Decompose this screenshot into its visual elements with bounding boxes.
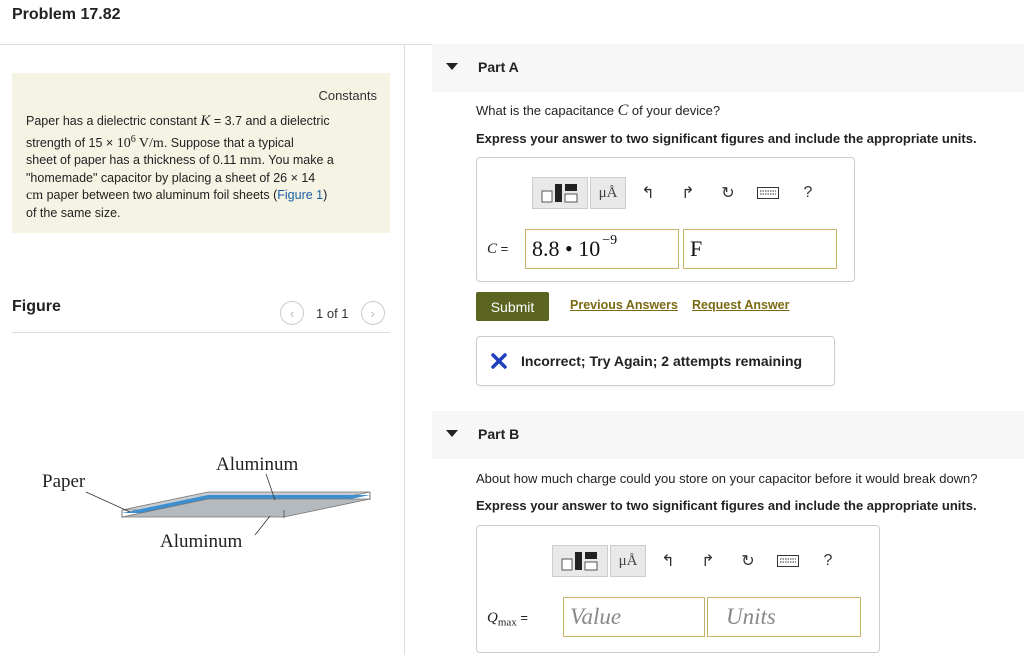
problem-title: Problem 17.82 bbox=[12, 6, 121, 23]
feedback-message bbox=[476, 336, 835, 386]
keyboard-icon[interactable] bbox=[768, 545, 808, 577]
figure-label: Figure bbox=[12, 298, 61, 315]
capacitor-figure bbox=[30, 440, 380, 560]
reset-icon[interactable]: ↻ bbox=[721, 185, 735, 202]
part-b-question: About how much charge could you store on your capacitor before it would break down? bbox=[476, 471, 978, 486]
undo-icon[interactable]: ↰ bbox=[641, 185, 655, 202]
part-b-value-input[interactable]: Value bbox=[563, 597, 705, 637]
keyboard-shape bbox=[757, 187, 779, 199]
figure-pager bbox=[280, 300, 385, 326]
templates-icon bbox=[560, 550, 600, 572]
column-divider bbox=[404, 44, 405, 655]
submit-button[interactable]: Submit bbox=[476, 292, 549, 321]
figure-page-count: 1 of 1 bbox=[316, 305, 349, 321]
units-button[interactable]: μÅ bbox=[610, 545, 646, 577]
redo-icon[interactable]: ↱ bbox=[701, 553, 715, 570]
part-a-variable: C = bbox=[487, 241, 509, 257]
keyboard-icon[interactable] bbox=[748, 177, 788, 209]
part-a-toolbar bbox=[532, 177, 828, 209]
part-a-units-input[interactable]: F bbox=[683, 229, 837, 269]
chevron-left-icon[interactable]: ‹ bbox=[280, 301, 304, 325]
templates-button[interactable] bbox=[552, 545, 608, 577]
problem-statement: Paper has a dielectric constant K = 3.7 and a dielectric strength of $15 \times 10^6$ V/m. Suppose that a typical sheet of paper has a thickness of 0.11 mm. You make a "homemade" capacitor by placing a sheet of 26 × 14 cm paper between two aluminum foil sheets (Figure 1) of the same size. bbox=[26, 113, 334, 220]
templates-button[interactable] bbox=[532, 177, 588, 209]
part-b-units-input[interactable]: Units bbox=[707, 597, 861, 637]
units-button[interactable]: μÅ bbox=[590, 177, 626, 209]
part-a-title: Part A bbox=[478, 59, 519, 75]
help-icon[interactable]: ? bbox=[823, 552, 833, 569]
part-b-toolbar bbox=[552, 545, 848, 577]
label-aluminum-top: Aluminum bbox=[216, 454, 299, 475]
part-a-question: What is the capacitance C of your device? bbox=[476, 102, 721, 119]
part-a-value-input[interactable]: 8.8 • 10 $^{-9}$ bbox=[525, 229, 679, 269]
constants-link[interactable]: Constants bbox=[318, 88, 377, 103]
figure-divider bbox=[12, 332, 390, 333]
figure-link[interactable]: Figure 1 bbox=[277, 188, 324, 203]
part-a-answer-box bbox=[476, 157, 855, 282]
chevron-right-icon[interactable]: › bbox=[361, 301, 385, 325]
part-a-header[interactable] bbox=[432, 44, 1024, 92]
request-answer-link[interactable]: Request Answer bbox=[692, 298, 790, 312]
part-b-variable: $Q_{max}$ = bbox=[487, 610, 529, 629]
incorrect-x-icon bbox=[491, 353, 507, 369]
part-b-title: Part B bbox=[478, 426, 520, 442]
part-b-header[interactable] bbox=[432, 411, 1024, 459]
previous-answers-link[interactable]: Previous Answers bbox=[570, 298, 678, 312]
undo-icon[interactable]: ↰ bbox=[661, 553, 675, 570]
part-b-answer-box bbox=[476, 525, 880, 653]
templates-icon bbox=[540, 182, 580, 204]
constants-panel bbox=[12, 73, 390, 233]
help-icon[interactable]: ? bbox=[803, 184, 813, 201]
redo-icon[interactable]: ↱ bbox=[681, 185, 695, 202]
keyboard-shape bbox=[777, 555, 799, 567]
label-paper: Paper bbox=[42, 471, 86, 492]
caret-down-icon[interactable] bbox=[446, 430, 458, 437]
feedback-text: Incorrect; Try Again; 2 attempts remaining bbox=[521, 353, 803, 369]
part-a-instruction: Express your answer to two significant figures and include the appropriate units. bbox=[476, 131, 977, 146]
reset-icon[interactable]: ↻ bbox=[741, 553, 755, 570]
caret-down-icon[interactable] bbox=[446, 63, 458, 70]
part-b-instruction: Express your answer to two significant figures and include the appropriate units. bbox=[476, 498, 977, 513]
label-aluminum-bottom: Aluminum bbox=[160, 531, 243, 552]
